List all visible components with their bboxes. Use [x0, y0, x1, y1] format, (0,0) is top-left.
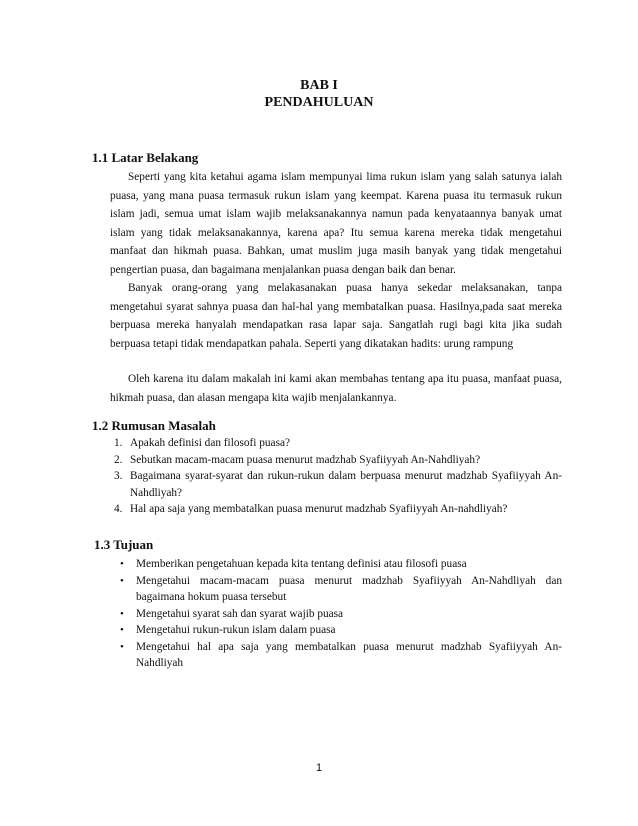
- list-number: 4.: [114, 503, 123, 515]
- paragraph-2-text: Banyak orang-orang yang melakasanakan puasa hanya sekedar melaksanakan, tanpa mengetahui syarat sahnya puasa dan hal-hal yang membatalkan puasa. Hasilnya,pada saat mereka berpuasa mereka hanyalah mendapatkan rasa lapar saja. Sangatlah rugi bagi kita jika sudah berpuasa tetapi tidak mendapatkan pahala. Seperti yang dikatakan hadits: urung rampung: [110, 282, 562, 350]
- paragraph-1: [110, 168, 562, 280]
- tujuan-list: [120, 556, 562, 672]
- bullet-icon: •: [120, 640, 124, 653]
- section-heading-latar-belakang: 1.1 Latar Belakang: [92, 150, 199, 165]
- paragraph-2: [110, 279, 562, 353]
- bullet-icon: •: [120, 574, 124, 587]
- section-heading-tujuan: 1.3 Tujuan: [94, 537, 154, 552]
- list-item-text: Bagaimana syarat-syarat dan rukun-rukun dalam berpuasa menurut madzhab Syafiiyyah An-Nahdliyah?: [130, 470, 562, 499]
- list-item: [120, 606, 562, 623]
- rumusan-masalah-list: [114, 435, 562, 518]
- bullet-icon: •: [120, 624, 124, 636]
- paragraph-3: [110, 370, 562, 407]
- list-item-text: Apakah definisi dan filosofi puasa?: [130, 437, 290, 449]
- list-item: [120, 622, 562, 639]
- list-number: 3.: [114, 470, 123, 482]
- page-number: 1: [315, 762, 323, 774]
- list-item: [120, 556, 562, 573]
- section-heading-rumusan-masalah: 1.2 Rumusan Masalah: [92, 418, 216, 433]
- bullet-icon: •: [120, 558, 124, 570]
- list-item-text: Sebutkan macam-macam puasa menurut madzhab Syafiiyyah An-Nahdliyah?: [130, 453, 481, 466]
- list-item-text: Hal apa saja yang membatalkan puasa menurut madzhab Syafiiyyah An-nahdliyah?: [130, 503, 508, 515]
- list-number: 1.: [114, 437, 123, 449]
- list-item: [114, 435, 562, 452]
- list-item: [120, 639, 562, 672]
- list-item: [120, 573, 562, 606]
- paragraph-1-text: Seperti yang kita ketahui agama islam mempunyai lima rukun islam yang salah satunya ialah puasa, yang mana puasa termasuk rukun islam yang keempat. Karena puasa itu termasuk rukun islam jadi, semua umat islam wajib melaksanakannya namun pada kenyataannya banyak umat islam yang tidak melaksanakannya, karena apa? Itu semua karena mereka tidak mengetahui manfaat dan hikmah puasa. Bahkan, umat muslim juga masih banyak yang tidak mengetahui pengertian puasa, dan bagaimana menjalankan puasa dengan baik dan benar.: [110, 171, 562, 276]
- list-item-text: Memberikan pengetahuan kepada kita tentang definisi atau filosofi puasa: [136, 558, 467, 570]
- chapter-label: BAB I: [300, 78, 338, 93]
- list-item: [114, 501, 562, 518]
- list-item: [114, 452, 562, 469]
- paragraph-3-text: Oleh karena itu dalam makalah ini kami akan membahas tentang apa itu puasa, manfaat puasa, hikmah puasa, dan alasan mengapa kita wajib menjalankannya.: [110, 373, 562, 404]
- list-item-text: Mengetahui syarat sah dan syarat wajib puasa: [136, 607, 344, 620]
- bullet-icon: •: [120, 607, 124, 620]
- list-item: [114, 468, 562, 501]
- list-item-text: Mengetahui hal apa saja yang membatalkan puasa menurut madzhab Syafiiyyah An-Nahdliyah: [136, 640, 562, 669]
- list-item-text: Mengetahui rukun-rukun islam dalam puasa: [136, 624, 336, 636]
- list-number: 2.: [114, 453, 123, 466]
- chapter-title: PENDAHULUAN: [264, 95, 374, 110]
- list-item-text: Mengetahui macam-macam puasa menurut madzhab Syafiiyyah An-Nahdliyah dan bagaimana hokum puasa tersebut: [136, 574, 562, 603]
